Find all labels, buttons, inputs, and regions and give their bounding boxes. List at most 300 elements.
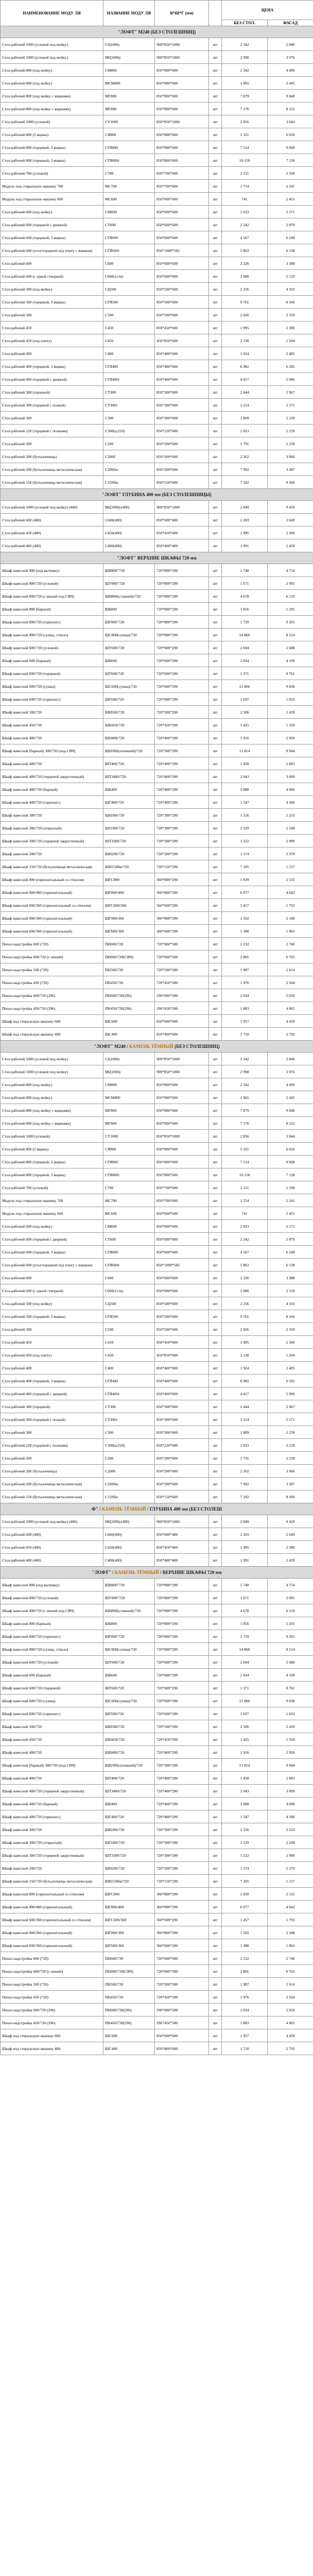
module-code-cell: ШО300/720: [103, 1836, 155, 1849]
module-code-cell: С600(400): [103, 1528, 155, 1541]
unit-cell: шт: [209, 1156, 222, 1168]
table-row: [1, 744, 313, 757]
dimensions-cell: 850*300*600: [155, 399, 209, 412]
price-facade-cell: 3 387: [268, 463, 313, 476]
price-no-top-cell: 14 860: [222, 629, 268, 641]
table-row: [1, 321, 313, 334]
module-name-cell: Стол-рабочий 800 (2 ящика): [1, 1143, 103, 1156]
unit-cell: шт: [209, 719, 222, 732]
module-code-cell: ШТЗ300/720: [103, 1849, 155, 1862]
dimensions-cell: 720*150*290: [155, 860, 209, 873]
module-name-cell: Стол-рабочий 800 (торцевой, 3 ящика): [1, 1156, 103, 1168]
price-facade-cell: 4 642: [268, 886, 313, 899]
section-title-text: "ЛОФТ" М240 (БЕЗ СТОЛЕШНИЦ): [117, 29, 196, 35]
price-no-top-cell: 7 182: [222, 476, 268, 489]
price-no-top-cell: 2 834: [222, 654, 268, 667]
unit-cell: шт: [209, 373, 222, 386]
table-row: [1, 128, 313, 141]
module-name-cell: Стол-рабочий 300: [1, 412, 103, 425]
dimensions-cell: 850*800*600: [155, 1156, 209, 1168]
price-no-top-cell: 1 957: [222, 1015, 268, 1028]
unit-cell: шт: [209, 64, 222, 77]
dimensions-cell: 720*500*290: [155, 706, 209, 719]
module-name-cell: Стол-рабочий 200: [1, 1452, 103, 1465]
dimensions-cell: 850*400*400: [155, 539, 209, 552]
price-no-top-cell: 1 425: [222, 719, 268, 732]
module-name-cell: Шкаф навесной 800/720 (с нишей под СВЧ): [1, 1604, 103, 1617]
price-no-top-cell: 2 342: [222, 1053, 268, 1065]
price-no-top-cell: 4 417: [222, 373, 268, 386]
module-code-cell: СТ300т: [103, 1413, 155, 1426]
table-row: [1, 1143, 313, 1156]
module-name-cell: Стол-рабочий 500 (торцевой, 3 ящика): [1, 1310, 103, 1323]
price-facade-cell: 2 683: [268, 757, 313, 770]
module-code-cell: С450: [103, 334, 155, 347]
dimensions-cell: 720*400*290: [155, 1785, 209, 1798]
unit-cell: шт: [209, 412, 222, 425]
module-code-cell: ШГ800"720: [103, 1630, 155, 1643]
unit-cell: шт: [209, 103, 222, 115]
dimensions-cell: 850*500*600: [155, 309, 209, 321]
price-no-top-cell: 1 457: [222, 899, 268, 912]
table-row: [1, 1478, 313, 1490]
dimensions-cell: 850*300*600: [155, 1400, 209, 1413]
table-row: [1, 1604, 313, 1617]
module-name-cell: Стол-рабочий 800 (торцевой, 3 ящика): [1, 141, 103, 154]
dimensions-cell: 720*600*290: [155, 693, 209, 706]
module-name-cell: Стол-рабочий 300 (торцевой с полкой): [1, 399, 103, 412]
price-table-header: [1, 1, 313, 26]
unit-cell: шт: [209, 425, 222, 437]
module-name-cell: Шкаф навесной 800 (под вытяжку): [1, 1579, 103, 1591]
module-code-cell: ШГ600/720: [103, 1707, 155, 1720]
table-row: [1, 1413, 313, 1426]
module-name-cell: Шкаф навесной 800/720 (сушка, стекло): [1, 629, 103, 641]
module-name-cell: Шкаф навесной 400/720: [1, 757, 103, 770]
unit-cell: шт: [209, 796, 222, 809]
price-facade-cell: 2 239: [268, 1452, 313, 1465]
dimensions-cell: 850*600*600: [155, 270, 209, 283]
price-no-top-cell: 1 883: [222, 2016, 268, 2029]
dimensions-cell: 720*600*580: [155, 938, 209, 951]
table-row: [1, 1181, 313, 1194]
price-facade-cell: 2 535: [268, 1888, 313, 1901]
price-no-top-cell: 2 998: [222, 51, 268, 64]
price-no-top-cell: 1 839: [222, 1888, 268, 1901]
price-no-top-cell: 1 547: [222, 1810, 268, 1823]
section-title-suffix: / ГЛУБИНА 400 мм (БЕЗ СТОЛЕШ: [146, 1506, 222, 1512]
price-no-top-cell: 1 976: [222, 1991, 268, 2004]
dimensions-cell: 720*800*290: [155, 1617, 209, 1630]
module-code-cell: СТ300: [103, 386, 155, 399]
unit-cell: шт: [209, 1233, 222, 1246]
price-facade-cell: 9 944: [268, 744, 313, 757]
module-code-cell: МЦ1000у: [103, 51, 155, 64]
table-row: [1, 77, 313, 90]
unit-cell: шт: [209, 1439, 222, 1452]
unit-cell: шт: [209, 386, 222, 399]
module-code-cell: С600(1ств): [103, 270, 155, 283]
module-code-cell: СЦ500: [103, 1297, 155, 1310]
module-code-cell: СМ800: [103, 1078, 155, 1091]
price-facade-cell: 9 265: [268, 616, 313, 629]
table-row: [1, 1284, 313, 1297]
price-facade-cell: 2 439: [268, 539, 313, 552]
price-no-top-cell: 14 860: [222, 1643, 268, 1656]
table-row: [1, 590, 313, 603]
table-row: [1, 425, 313, 437]
price-no-top-cell: 7 879: [222, 1104, 268, 1117]
module-code-cell: ПН600/720(СВЧ): [103, 951, 155, 963]
price-facade-cell: 8 360: [268, 476, 313, 489]
module-code-cell: ШБ800: [103, 603, 155, 616]
unit-cell: шт: [209, 2016, 222, 2029]
dimensions-cell: 850*800*600: [155, 1143, 209, 1156]
dimensions-cell: 850*600*600: [155, 1015, 209, 1028]
table-row: [1, 1926, 313, 1939]
unit-cell: шт: [209, 963, 222, 976]
module-name-cell: Стол-рабочий 800 (под мойку с ящиками): [1, 90, 103, 103]
module-name-cell: Пенал-надстройка 500 (720): [1, 1978, 103, 1991]
price-facade-cell: 2 792: [268, 1028, 313, 1041]
module-name-cell: Шкаф навесной 600/360 (горизонтальный со стеклом): [1, 899, 103, 912]
unit-cell: шт: [209, 141, 222, 154]
table-row: [1, 1528, 313, 1541]
unit-cell: шт: [209, 1220, 222, 1233]
unit-cell: шт: [209, 1349, 222, 1362]
module-name-cell: Шкаф навесной 600/720 (сушка): [1, 680, 103, 693]
table-row: [1, 963, 313, 976]
table-row: [1, 796, 313, 809]
unit-cell: шт: [209, 1028, 222, 1041]
table-row: [1, 912, 313, 925]
unit-cell: шт: [209, 1554, 222, 1567]
price-facade-cell: 6 249: [268, 1246, 313, 1259]
module-name-cell: Стол-рабочий 400 (торцевой с дверкой): [1, 373, 103, 386]
price-facade-cell: 9 848: [268, 1104, 313, 1117]
unit-cell: шт: [209, 167, 222, 180]
table-row: [1, 1939, 313, 1952]
section-header-row: [1, 1567, 313, 1579]
unit-cell: шт: [209, 321, 222, 334]
section-title-text: Ф" /: [91, 1506, 102, 1512]
section-title-highlight: КАМЕНЬ ТЁМНЫЙ: [101, 1506, 146, 1512]
price-facade-cell: 6 585: [268, 1375, 313, 1387]
module-code-cell: МГ800: [103, 103, 155, 115]
module-code-cell: ШВ800"720: [103, 1579, 155, 1591]
unit-cell: шт: [209, 1604, 222, 1617]
price-facade-cell: 2 504: [268, 1991, 313, 2004]
module-code-cell: ШБ400: [103, 1798, 155, 1810]
dimensions-cell: 850*800*600: [155, 1104, 209, 1117]
dimensions-cell: 450*850*600: [155, 1349, 209, 1362]
dimensions-cell: 720*400*290: [155, 1746, 209, 1759]
module-name-cell: Стол-рабочий 450 (под плиту): [1, 334, 103, 347]
module-code-cell: ШН300(св/нишей)/720: [103, 744, 155, 757]
module-name-cell: Стол-рабочий 400 (торцевой, 3 ящика): [1, 1375, 103, 1387]
price-facade-cell: 3 388: [268, 1272, 313, 1284]
dimensions-cell: 720*800*290: [155, 577, 209, 590]
dimensions-cell: 850*1000*582: [155, 1259, 209, 1272]
price-facade-cell: 2 390: [268, 1541, 313, 1554]
unit-cell: шт: [209, 399, 222, 412]
dimensions-cell: 360*800*290: [155, 1926, 209, 1939]
price-facade-cell: 2 445: [268, 1091, 313, 1104]
dimensions-cell: 720*600*580: [155, 1952, 209, 1965]
price-no-top-cell: 1 991: [222, 1554, 268, 1567]
price-facade-cell: 4 199: [268, 1669, 313, 1682]
module-name-cell: Стол-рабочий 1000 (угловой): [1, 1130, 103, 1143]
price-no-top-cell: 2 801: [222, 1965, 268, 1978]
unit-cell: шт: [209, 270, 222, 283]
table-row: [1, 141, 313, 154]
module-name-cell: Пенал-надстройка 500 (720): [1, 963, 103, 976]
module-name-cell: Шкаф навесной 600/720 (горизонт.): [1, 1707, 103, 1720]
price-no-top-cell: 1 748: [222, 1579, 268, 1591]
price-no-top-cell: 2 023: [222, 425, 268, 437]
price-facade-cell: 4 065: [268, 2016, 313, 2029]
module-name-cell: Стол-рабочий 500: [1, 1323, 103, 1336]
table-row: [1, 296, 313, 309]
unit-cell: шт: [209, 603, 222, 616]
table-row: [1, 1387, 313, 1400]
price-no-top-cell: 2 034: [222, 989, 268, 1002]
table-row: [1, 1310, 313, 1323]
price-facade-cell: 4 439: [268, 1015, 313, 1028]
module-name-cell: Стол-рабочий 600 (под мойку): [1, 206, 103, 218]
module-code-cell: ШГС800: [103, 873, 155, 886]
price-no-top-cell: 2 444: [222, 386, 268, 399]
module-name-cell: Стол-рабочий 700 (угловой): [1, 1181, 103, 1194]
dimensions-cell: 360*600*290: [155, 1913, 209, 1926]
module-name-cell: Шкаф навесной (барный) 300/720 (под СВЧ): [1, 744, 103, 757]
price-no-top-cell: 6 982: [222, 1375, 268, 1387]
price-facade-cell: 8 761: [268, 1682, 313, 1694]
price-facade-cell: 4 103: [268, 1297, 313, 1310]
dimensions-cell: 720*800*290: [155, 564, 209, 577]
price-facade-cell: 2 590: [268, 1181, 313, 1194]
price-no-top-cell: 1 856: [222, 603, 268, 616]
module-name-cell: Стол-рабочий 1000 (угловой под мойку): [1, 1065, 103, 1078]
table-row: [1, 616, 313, 629]
module-code-cell: СГЯ400т: [103, 373, 155, 386]
dimensions-cell: 720*300*290: [155, 822, 209, 835]
price-facade-cell: 2 390: [268, 321, 313, 334]
price-no-top-cell: 6 982: [222, 360, 268, 373]
price-facade-cell: 2 485: [268, 1362, 313, 1375]
price-facade-cell: 2 390: [268, 1336, 313, 1349]
table-row: [1, 1130, 313, 1143]
dimensions-cell: 850*800*600: [155, 64, 209, 77]
module-name-cell: Пенал-надстройка 600/720 (296): [1, 989, 103, 1002]
module-name-cell: Стол-рабочий 1000 (угловой под мойку) (400): [1, 501, 103, 514]
table-row: [1, 2016, 313, 2029]
module-name-cell: Шкаф навесной 600/720 (торцевой): [1, 667, 103, 680]
module-name-cell: Шкаф навесной 600/720 (горизонт.): [1, 693, 103, 706]
module-code-cell: СГЯ800т: [103, 154, 155, 167]
table-row: [1, 1682, 313, 1694]
dimensions-cell: 720*300*290: [155, 1836, 209, 1849]
module-name-cell: Шкаф навесной 800/360 (горизонтальный): [1, 1926, 103, 1939]
dimensions-cell: 720*300*290: [155, 809, 209, 822]
module-name-cell: Стол-рабочий 800 (под мойку): [1, 1091, 103, 1104]
dimensions-cell: 850*150*600: [155, 1490, 209, 1503]
module-name-cell: Пенал-надстройка 600/720 (с нишей): [1, 951, 103, 963]
price-facade-cell: 3 976: [268, 51, 313, 64]
dimensions-cell: 850*150*600: [155, 476, 209, 489]
section-header-row: [1, 1503, 313, 1515]
dimensions-cell: 720*300*290: [155, 1849, 209, 1862]
unit-cell: шт: [209, 1875, 222, 1888]
section-header-row: [1, 552, 313, 564]
dimensions-cell: 360*800*290: [155, 912, 209, 925]
price-no-top-cell: 6 077: [222, 886, 268, 899]
price-facade-cell: 1 793: [268, 899, 313, 912]
table-row: [1, 654, 313, 667]
module-code-cell: ШТ600/720: [103, 667, 155, 680]
price-no-top-cell: 1 529: [222, 822, 268, 835]
unit-cell: шт: [209, 1272, 222, 1284]
module-name-cell: Шкаф навесной 600/360 (горизонтальный со стеклом): [1, 1913, 103, 1926]
price-no-top-cell: 9 761: [222, 1310, 268, 1323]
module-name-cell: Модуль под стиральную машину 700: [1, 1194, 103, 1207]
module-name-cell: Шкаф навесной 400/720 (барный): [1, 1798, 103, 1810]
unit-cell: шт: [209, 1181, 222, 1194]
module-code-cell: С300: [103, 412, 155, 425]
price-no-top-cell: 1 809: [222, 1426, 268, 1439]
module-code-cell: ШТ600/720: [103, 1682, 155, 1694]
price-facade-cell: 2 967: [268, 1400, 313, 1413]
price-no-top-cell: 1 754: [222, 180, 268, 193]
dimensions-cell: 850*400*400: [155, 1554, 209, 1567]
price-facade-cell: 1 137: [268, 860, 313, 873]
price-facade-cell: 1 963: [268, 1939, 313, 1952]
table-row: [1, 1707, 313, 1720]
unit-cell: шт: [209, 1669, 222, 1682]
dimensions-cell: 850*600*600: [155, 206, 209, 218]
module-code-cell: МС600: [103, 1207, 155, 1220]
unit-cell: шт: [209, 873, 222, 886]
unit-cell: шт: [209, 1682, 222, 1694]
module-code-cell: ШУ600/720: [103, 1656, 155, 1669]
price-no-top-cell: 1 222: [222, 1849, 268, 1862]
price-no-top-cell: 1 547: [222, 796, 268, 809]
unit-cell: шт: [209, 360, 222, 373]
table-row: [1, 1375, 313, 1387]
module-code-cell: ШН300/720: [103, 809, 155, 822]
header-price-group: ЦЕНА: [222, 1, 313, 20]
unit-cell: шт: [209, 1413, 222, 1426]
dimensions-cell: 850*600*600: [155, 1220, 209, 1233]
price-facade-cell: 6 249: [268, 231, 313, 244]
unit-cell: шт: [209, 128, 222, 141]
module-code-cell: С600(1ств): [103, 1284, 155, 1297]
module-name-cell: Стол-рабочий 800 (под мойку с ящиками): [1, 103, 103, 115]
price-facade-cell: 2 171: [268, 1413, 313, 1426]
unit-cell: шт: [209, 951, 222, 963]
price-no-top-cell: 2 226: [222, 1272, 268, 1284]
module-name-cell: Шкаф навесной 450/720: [1, 1733, 103, 1746]
price-facade-cell: 3 099: [268, 1785, 313, 1798]
module-code-cell: ШТЗ400/720: [103, 1785, 155, 1798]
price-facade-cell: 6 519: [268, 590, 313, 603]
table-row: [1, 514, 313, 527]
table-row: [1, 1362, 313, 1375]
module-name-cell: Стол-рабочий 450: [1, 1336, 103, 1349]
module-code-cell: ШН150бм/720: [103, 1875, 155, 1888]
price-facade-cell: 2 359: [268, 309, 313, 321]
price-no-top-cell: 2 262: [222, 1465, 268, 1478]
module-name-cell: Стол-рабочий 500 (торцевой, 3 ящика): [1, 296, 103, 309]
dimensions-cell: 900*850*1000: [155, 501, 209, 514]
module-code-cell: СГЯ800: [103, 141, 155, 154]
price-facade-cell: 8 166: [268, 296, 313, 309]
price-facade-cell: 2 649: [268, 514, 313, 527]
module-code-cell: ШС800(сушка)/720: [103, 1643, 155, 1656]
price-no-top-cell: 13 814: [222, 1759, 268, 1772]
dimensions-cell: 720*500*290: [155, 1720, 209, 1733]
header-module-code: НАЗВАНИЕ МОДУ ЛЯ: [103, 1, 155, 26]
price-no-top-cell: 1 957: [222, 2029, 268, 2042]
unit-cell: шт: [209, 450, 222, 463]
module-name-cell: Стол-рабочий 200 (бутылочница): [1, 1465, 103, 1478]
table-row: [1, 539, 313, 552]
unit-cell: шт: [209, 1630, 222, 1643]
unit-cell: шт: [209, 1591, 222, 1604]
dimensions-cell: 850*450*600: [155, 321, 209, 334]
price-no-top-cell: 2 033: [222, 1220, 268, 1233]
price-no-top-cell: 7 176: [222, 1117, 268, 1130]
module-code-cell: ШТЗ400/720: [103, 770, 155, 783]
price-table-body: [1, 26, 313, 2055]
price-no-top-cell: 1 987: [222, 1978, 268, 1991]
price-facade-cell: 2 171: [268, 206, 313, 218]
price-no-top-cell: 9 761: [222, 296, 268, 309]
unit-cell: шт: [209, 1117, 222, 1130]
module-code-cell: ШН300(св/нишей)/720: [103, 1759, 155, 1772]
section-title: [1, 552, 313, 564]
unit-cell: шт: [209, 629, 222, 641]
module-name-cell: Шкаф навесной 800 (барный): [1, 603, 103, 616]
price-no-top-cell: 2 506: [222, 706, 268, 719]
price-no-top-cell: 1 995: [222, 1541, 268, 1554]
dimensions-cell: 720*800*290: [155, 1630, 209, 1643]
dimensions-cell: 360*800*290: [155, 873, 209, 886]
module-name-cell: Стол-рабочий 1000 (угловой под мойку) (400): [1, 1515, 103, 1528]
module-name-cell: Шкаф под стиральную машину 600: [1, 2029, 103, 2042]
price-facade-cell: 2 233: [268, 1823, 313, 1836]
dimensions-cell: 850*600*600: [155, 1207, 209, 1220]
price-facade-cell: 3 388: [268, 257, 313, 270]
dimensions-cell: 720*300*290: [155, 1759, 209, 1772]
module-code-cell: ШН200/720: [103, 848, 155, 860]
module-code-cell: С700: [103, 1181, 155, 1194]
price-facade-cell: 4 490: [268, 64, 313, 77]
price-facade-cell: 3 387: [268, 1478, 313, 1490]
module-code-cell: ШН300/720: [103, 1823, 155, 1836]
module-code-cell: С600(400): [103, 514, 155, 527]
price-no-top-cell: 4 417: [222, 1387, 268, 1400]
price-no-top-cell: 2 026: [222, 1323, 268, 1336]
price-facade-cell: 6 765: [268, 1965, 313, 1978]
table-row: [1, 1630, 313, 1643]
module-name-cell: Пенал-надстройка 450 (720): [1, 976, 103, 989]
unit-cell: шт: [209, 1759, 222, 1772]
table-row: [1, 1490, 313, 1503]
price-facade-cell: 2 967: [268, 386, 313, 399]
price-no-top-cell: 1 458: [222, 1772, 268, 1785]
price-no-top-cell: 1 995: [222, 1336, 268, 1349]
